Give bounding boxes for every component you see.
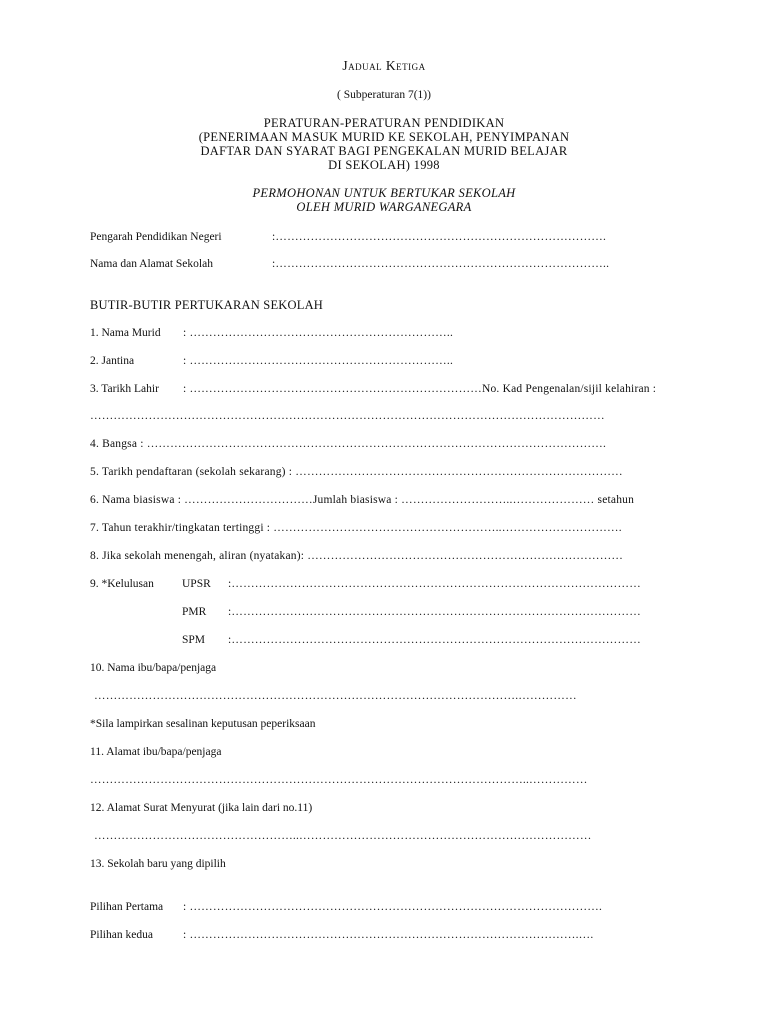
jantina-label: 2. Jantina bbox=[90, 355, 135, 367]
regulation-line-1: PERATURAN-PERATURAN PENDIDIKAN bbox=[263, 116, 505, 130]
regulation-line-2: (PENERIMAAN MASUK MURID KE SEKOLAH, PENYIMPANAN bbox=[198, 130, 570, 144]
pilihan-pertama-field[interactable]: : ……………………………………………………………………………………………. bbox=[183, 901, 603, 913]
pmr-label: PMR bbox=[182, 606, 207, 618]
bangsa-field[interactable]: 4. Bangsa : ………………………………………………………………………………………………………. bbox=[90, 438, 607, 450]
page-title bbox=[0, 58, 768, 74]
form-title-line-2: OLEH MURID WARGANEGARA bbox=[296, 200, 472, 214]
regulation-line-3: DAFTAR DAN SYARAT BAGI PENGEKALAN MURID BELAJAR bbox=[200, 144, 568, 158]
pilihan-kedua-field[interactable]: : ……………………………………………………………………………………….…. bbox=[183, 929, 594, 941]
nota-lampiran: *Sila lampirkan sesalinan keputusan peperiksaan bbox=[90, 718, 316, 730]
tarikh-lahir-label: 3. Tarikh Lahir bbox=[90, 383, 159, 395]
jantina-field[interactable]: : ………………………………………………………….. bbox=[183, 355, 454, 367]
pengarah-label: Pengarah Pendidikan Negeri bbox=[90, 231, 222, 243]
pengarah-field[interactable]: :…………………………………………………………………………. bbox=[272, 231, 607, 243]
regulation-line-4: DI SEKOLAH) 1998 bbox=[328, 158, 440, 172]
biasiswa-field[interactable]: 6. Nama biasiswa : ……………………………Jumlah biasiswa : ………………………..………………… setahun bbox=[90, 494, 635, 506]
pmr-field[interactable]: :…………………………………………………………………………………………… bbox=[228, 606, 641, 618]
upsr-field[interactable]: :…………………………………………………………………………………………… bbox=[228, 578, 641, 590]
section-heading: BUTIR-BUTIR PERTUKARAN SEKOLAH bbox=[90, 298, 324, 312]
title-text: Jadual Ketiga bbox=[342, 58, 426, 73]
tahun-terakhir-field[interactable]: 7. Tahun terakhir/tingkatan tertinggi : …………………………………………………..…………………………. bbox=[90, 522, 622, 534]
nama-murid-label: 1. Nama Murid bbox=[90, 327, 161, 339]
nama-ibubapa-label: 10. Nama ibu/bapa/penjaga bbox=[90, 662, 217, 674]
sekolah-baru-label: 13. Sekolah baru yang dipilih bbox=[90, 858, 226, 870]
kad-pengenalan-field[interactable]: …………………………………………………………………………………………………………………… bbox=[90, 410, 605, 422]
spm-label: SPM bbox=[182, 634, 206, 646]
alamat-sekolah-label: Nama dan Alamat Sekolah bbox=[90, 258, 213, 270]
alamat-surat-field[interactable]: ……………………………………………..………………………………………………………………… bbox=[94, 830, 592, 842]
alamat-ibubapa-field[interactable]: …………………………………………………………………………………………………..…………… bbox=[90, 774, 588, 786]
aliran-field[interactable]: 8. Jika sekolah menengah, aliran (nyatakan): ……………………………………………………………………… bbox=[90, 550, 624, 562]
tarikh-pendaftaran-field[interactable]: 5. Tarikh pendaftaran (sekolah sekarang) : ………………………………………………………………………… bbox=[90, 466, 623, 478]
alamat-surat-label: 12. Alamat Surat Menyurat (jika lain dari no.11) bbox=[90, 802, 313, 814]
nama-ibubapa-field[interactable]: ……………………………………………………………………………………………….…………… bbox=[94, 690, 577, 702]
pilihan-pertama-label: Pilihan Pertama bbox=[90, 901, 164, 913]
tarikh-lahir-field[interactable]: : …………………………………………………………………No. Kad Pengenalan/sijil kelahiran : bbox=[183, 383, 657, 395]
nama-murid-field[interactable]: : ………………………………………………………….. bbox=[183, 327, 454, 339]
form-title-line-1: PERMOHONAN UNTUK BERTUKAR SEKOLAH bbox=[252, 186, 516, 200]
pilihan-kedua-label: Pilihan kedua bbox=[90, 929, 153, 941]
alamat-ibubapa-label: 11. Alamat ibu/bapa/penjaga bbox=[90, 746, 222, 758]
alamat-sekolah-field[interactable]: :………………………………………………………………………….. bbox=[272, 258, 610, 270]
subtitle: ( Subperaturan 7(1)) bbox=[337, 89, 431, 101]
kelulusan-label: 9. *Kelulusan bbox=[90, 578, 154, 590]
upsr-label: UPSR bbox=[182, 578, 211, 590]
spm-field[interactable]: :…………………………………………………………………………………………… bbox=[228, 634, 641, 646]
